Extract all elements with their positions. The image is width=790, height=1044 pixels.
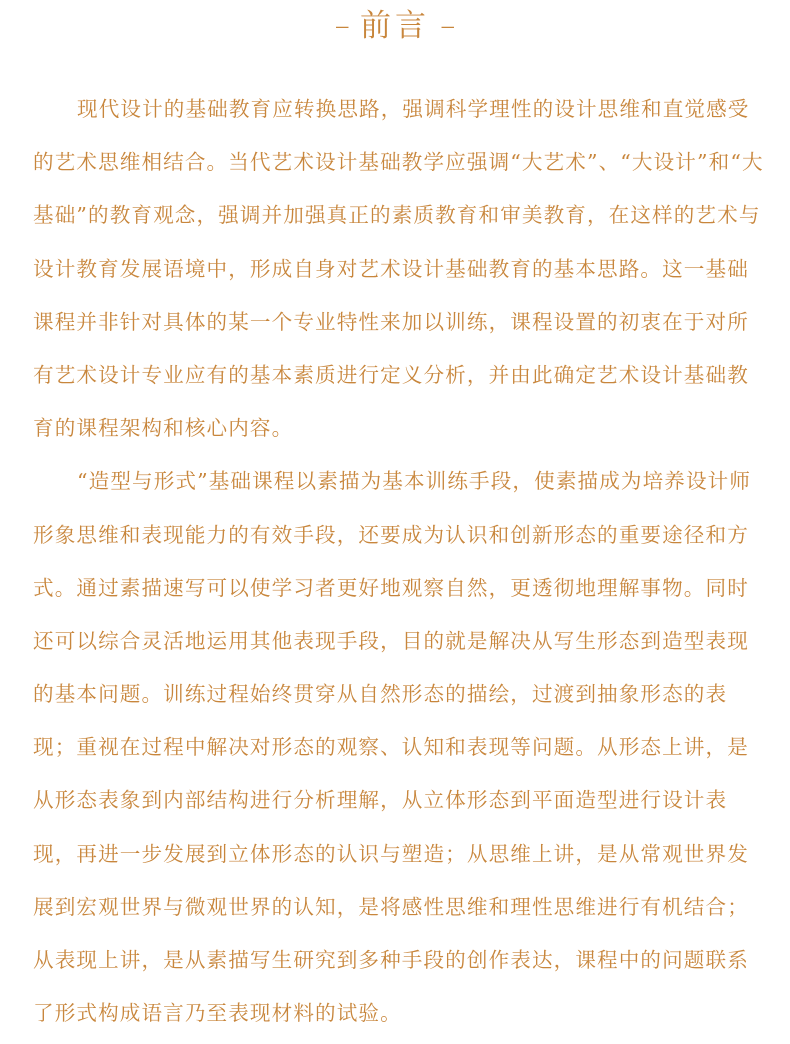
preface-body (33, 87, 764, 1044)
paragraph-line: 现，再进一步发展到立体形态的认识与塑造；从思维上讲，是从常观世界发 (33, 841, 749, 866)
paragraph-line: 从表现上讲，是从素描写生研究到多种手段的创作表达，课程中的问题联系 (33, 948, 749, 972)
paragraph-line: 式。通过素描速写可以使学习者更好地观察自然，更透彻地理解事物。同时 (33, 575, 749, 600)
paragraph-line: 从形态表象到内部结构进行分析理解，从立体形态到平面造型进行设计表 (33, 788, 728, 813)
page-title: 前言 (360, 8, 430, 44)
paragraph-line: 有艺术设计专业应有的基本素质进行定义分析，并由此确定艺术设计基础教 (33, 362, 749, 387)
paragraph-line: 展到宏观世界与微观世界的认知，是将感性思维和理性思维进行有机结合； (33, 894, 749, 919)
paragraph-line: 课程并非针对具体的某一个专业特性来加以训练，课程设置的初衷在于对所 (33, 309, 749, 334)
paragraph-line: “造型与形式”基础课程以素描为基本训练手段，使素描成为培养设计师 (77, 469, 752, 494)
paragraph-line: 的艺术思维相结合。当代艺术设计基础教学应强调“大艺术”、“大设计”和“大 (33, 150, 764, 175)
preface-heading (0, 4, 790, 48)
paragraph-line: 现；重视在过程中解决对形态的观察、认知和表现等问题。从形态上讲，是 (33, 735, 749, 760)
paragraph-line: 的基本问题。训练过程始终贯穿从自然形态的描绘，过渡到抽象形态的表 (33, 682, 728, 707)
paragraph-line: 现代设计的基础教育应转换思路，强调科学理性的设计思维和直觉感受 (77, 97, 750, 121)
paragraph-line: 基础”的教育观念，强调并加强真正的素质教育和审美教育，在这样的艺术与 (33, 203, 761, 228)
paragraph-line: 还可以综合灵活地运用其他表现手段，目的就是解决从写生形态到造型表现 (33, 628, 749, 653)
left-dash-ornament: – (334, 8, 350, 44)
paragraph-1 (33, 87, 764, 459)
paragraph-2 (33, 459, 752, 1044)
paragraph-line: 形象思维和表现能力的有效手段，还要成为认识和创新形态的重要途径和方 (33, 522, 749, 547)
paragraph-line: 育的课程架构和核心内容。 (33, 416, 294, 441)
right-dash-ornament: – (440, 8, 456, 44)
paragraph-line: 设计教育发展语境中，形成自身对艺术设计基础教育的基本思路。这一基础 (33, 256, 749, 281)
paragraph-line: 了形式构成语言乃至表现材料的试验。 (33, 1001, 402, 1026)
